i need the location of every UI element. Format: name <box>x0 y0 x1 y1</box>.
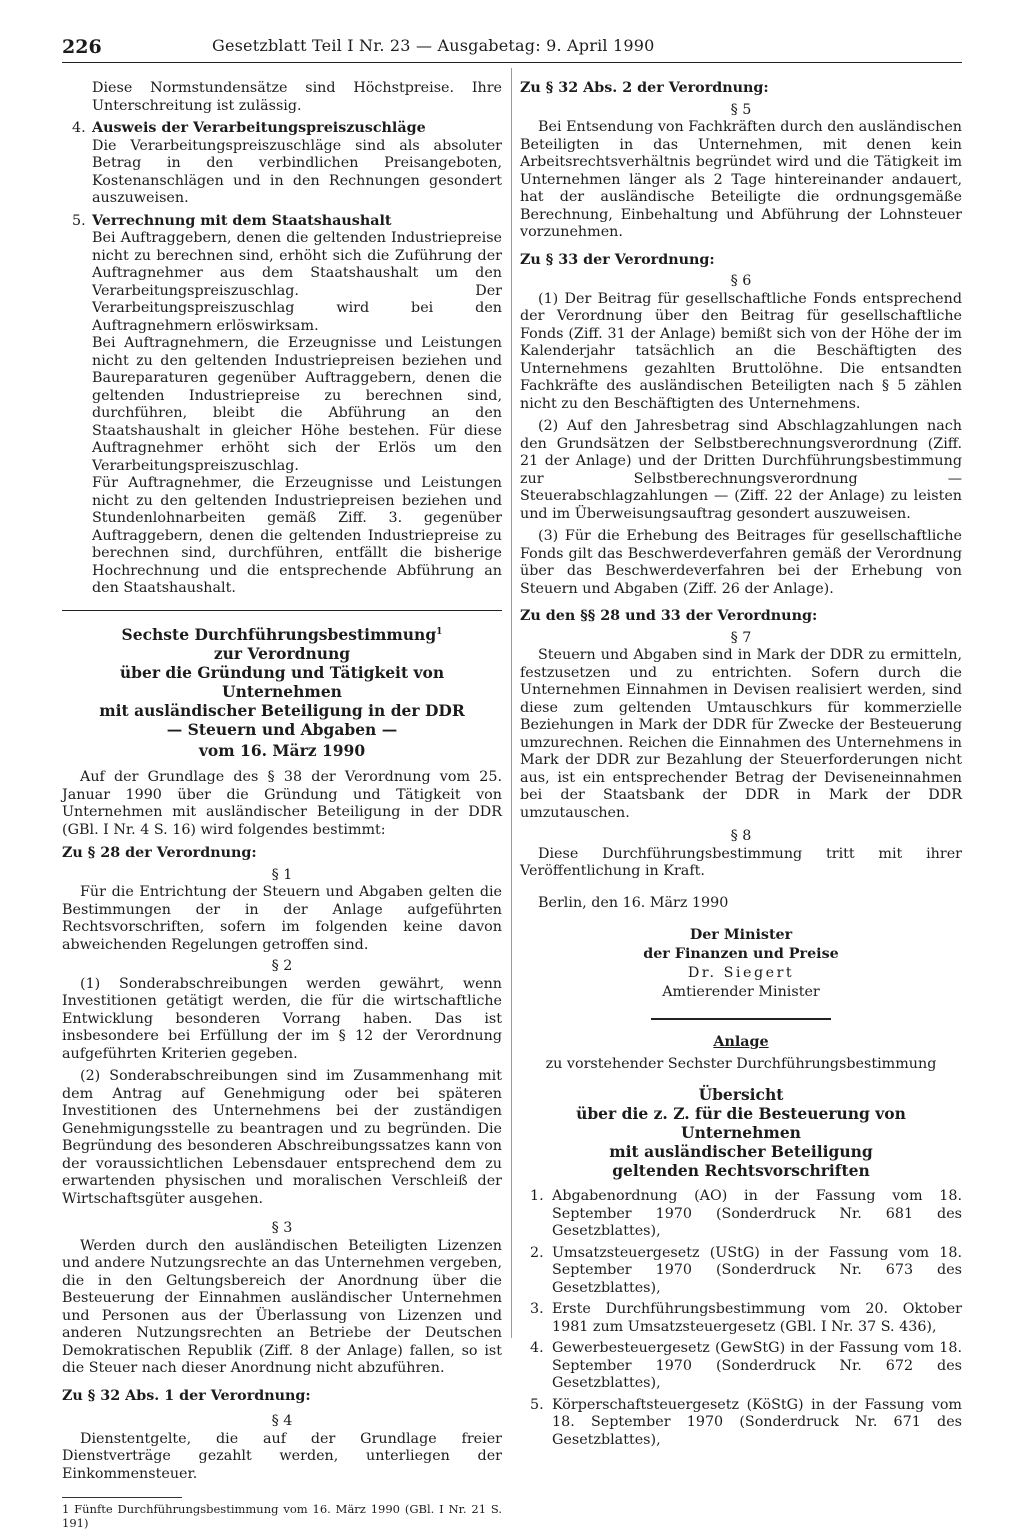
regulation-title <box>62 623 502 739</box>
list-item-number: 5. <box>530 1396 544 1413</box>
title-line-5: — Steuern und Abgaben — <box>166 719 398 739</box>
item-5-text-1: Bei Auftraggebern, denen die geltenden Industriepreise nicht zu berechnen sind, erhöht sich die Zuführung der Auftragnehmer aus dem Staatshaushalt um den Verarbeitungspreiszuschlag. Der Verarbeitungspreiszuschlag wird bei den Auftragnehmern erlöswirksam. <box>92 230 502 334</box>
section-6-para-1: (1) Der Beitrag für gesellschaftliche Fonds entsprechend der Verordnung über den Beitrag für gesellschaftliche Fonds (Ziff. 31 der Anlage) bemißt sich von der Höhe der im Kalenderjahr tatsächlich an die Beschäftigten des Unternehmens gezahlten Bruttolöhne. Die entsandten Fachkräfte des ausländischen Beteiligten nach § 5 zählen nicht zu den Beschäftigten des Unternehmens. <box>520 290 962 412</box>
page-header <box>62 36 962 63</box>
item-5 <box>62 213 502 598</box>
overview-line-1: Übersicht <box>698 1085 784 1104</box>
heading-zu-28-33: Zu den §§ 28 und 33 der Verordnung: <box>520 608 818 624</box>
list-item <box>520 1397 962 1450</box>
title-line-1: Sechste Durchführungsbestimmung <box>121 624 437 644</box>
section-4-text: Dienstentgelte, die auf der Grundlage freier Dienstverträge gezahlt werden, unterliegen der Einkommensteuer. <box>62 1430 502 1482</box>
preamble: Auf der Grundlage des § 38 der Verordnung vom 25. Januar 1990 über die Gründung und Tätigkeit von Unternehmen mit ausländischer Beteiligung in der DDR (GBl. I Nr. 4 S. 16) wird folgendes bestimmt: <box>62 769 502 838</box>
list-item-number: 3. <box>530 1301 544 1317</box>
section-5-heading: § 5 <box>730 101 752 118</box>
heading-zu-33: Zu § 33 der Verordnung: <box>520 251 715 268</box>
section-3-text: Werden durch den ausländischen Beteiligten Lizenzen und andere Nutzungsrechte an das Unternehmen vergeben, die in den Geltungsbereich der Anordnung über die Besteuerung der Einnahmen ausländischer Unternehmen und Personen aus der Überlassung von Lizenzen und anderen Nutzungsrechten an Betriebe der Deutschen Demokratischen Republik (Ziff. 8 der Anlage) fallen, so ist die Steuer nach dieser Anordnung nicht abzuführen. <box>62 1237 502 1377</box>
section-1-heading: § 1 <box>271 866 293 883</box>
heading-zu-32-1: Zu § 32 Abs. 1 der Verordnung: <box>62 1387 311 1404</box>
anlage-subtitle: zu vorstehender Sechster Durchführungsbestimmung <box>545 1055 937 1072</box>
list-item-number: 1. <box>530 1188 544 1204</box>
signature-role: Amtierender Minister <box>662 984 820 1000</box>
footnote-rule <box>62 1497 182 1498</box>
list-item <box>520 1340 962 1393</box>
section-2-para-1: (1) Sonderabschreibungen werden gewährt, wenn Investitionen getätigt werden, die für die wirtschaftliche Entwicklung besonderen Vorrang haben. Das ist insbesondere bei Erfüllung der im § 12 der Verordnung aufgeführten Kriterien gegeben. <box>62 975 502 1062</box>
signature-line-2: der Finanzen und Preise <box>643 946 839 962</box>
item-4-text: Die Verarbeitungspreiszuschläge sind als absoluter Betrag in den verbindlichen Preisangeboten, Kostenanschlägen und in den Rechnungen gesondert auszuweisen. <box>92 137 502 206</box>
list-item-number: 4. <box>530 1340 544 1356</box>
header-title: Gesetzblatt Teil I Nr. 23 — Ausgabetag: 9. April 1990 <box>212 36 655 55</box>
section-4-heading: § 4 <box>271 1413 293 1430</box>
overview-line-4: geltenden Rechtsvorschriften <box>612 1161 870 1180</box>
list-item-number: 2. <box>530 1244 544 1261</box>
section-6-heading: § 6 <box>730 273 752 289</box>
list-item-text: Erste Durchführungsbestimmung vom 20. Oktober 1981 zum Umsatzsteuergesetz (GBl. I Nr. 37 S. 436), <box>552 1301 962 1335</box>
heading-zu-28: Zu § 28 der Verordnung: <box>62 845 257 862</box>
list-item <box>520 1188 962 1241</box>
section-6-para-3: (3) Für die Erhebung des Beitrages für gesellschaftliche Fonds gilt das Beschwerdeverfahren gemäß der Verordnung über das Beschwerdeverfahren bei der Erhebung von Steuern und Abgaben (Ziff. 26 der Anlage). <box>520 528 962 597</box>
list-item <box>520 1301 962 1336</box>
heading-zu-32-2: Zu § 32 Abs. 2 der Verordnung: <box>520 80 769 96</box>
section-1-text: Für die Entrichtung der Steuern und Abgaben gelten die Bestimmungen der in der Anlage aufgeführten Rechtsvorschriften, sofern im folgenden keine davon abweichenden Regelungen getroffen sind. <box>62 884 502 953</box>
section-7-text: Steuern und Abgaben sind in Mark der DDR zu ermitteln, festzusetzen und zu entrichten. Sofern durch die Unternehmen Einnahmen in Devisen realisiert werden, sind diese zum geltenden Umtauschkurs für kommerzielle Beziehungen in Mark der DDR für Zwecke der Besteuerung umzurechnen. Reichen die Einnahmen des Unternehmens in Mark der DDR zur Bezahlung der Steuerforderungen nicht aus, ist ein entsprechender Betrag der Deviseneinnahmen bei der Staatsbank der DDR in Mark der DDR umzutauschen. <box>520 647 962 821</box>
section-2-para-2: (2) Sonderabschreibungen sind im Zusammenhang mit dem Antrag auf Genehmigung oder bei späteren Investitionen des Unternehmens bei der zuständigen Genehmigungsstelle zu beantragen und zu begründen. Die Begründung des besonderen Abschreibungssatzes kann von der voraussichtlichen Lebensdauer entsprechend dem zu erwartenden physischen und moralischen Verschleiß der Wirtschaftsgüter ausgehen. <box>62 1068 502 1207</box>
list-item-text: Körperschaftsteuergesetz (KöStG) in der Fassung vom 18. September 1970 (Sonderdruck Nr. 671 des Gesetzblattes), <box>552 1396 962 1448</box>
item-4 <box>62 120 502 208</box>
signature-line-1: Der Minister <box>689 927 793 943</box>
section-2-heading: § 2 <box>271 958 293 975</box>
item-5-number: 5. <box>72 212 86 229</box>
list-item-text: Gewerbesteuergesetz (GewStG) in der Fassung vom 18. September 1970 (Sonderdruck Nr. 672 des Gesetzblattes), <box>552 1340 962 1391</box>
signature-block <box>520 926 962 1002</box>
list-item-text: Umsatzsteuergesetz (UStG) in der Fassung vom 18. September 1970 (Sonderdruck Nr. 673 des Gesetzblattes), <box>552 1244 962 1296</box>
page-number: 226 <box>62 36 102 58</box>
title-line-4: mit ausländischer Beteiligung in der DDR <box>99 700 465 720</box>
section-5-text: Bei Entsendung von Fachkräften durch den ausländischen Beteiligten in das Unternehmen, mit denen kein Arbeitsrechtsverhältnis begründet wird und die Tätigkeit im Unternehmen länger als 2 Tage hintereinander andauert, hat der ausländische Beteiligte die ordnungsgemäße Berechnung, Einbehaltung und Abführung der Lohnsteuer vorzunehmen. <box>520 119 962 240</box>
item-5-text-3: Für Auftragnehmer, die Erzeugnisse und Leistungen nicht zu den geltenden Industriepreisen beziehen und Stundenlohnarbeiten gemäß Ziff. 3. gegenüber Auftraggebern, denen die geltenden Industriepreise zu berechnen sind, durchführen, entfällt die bisherige Hochrechnung und die entsprechende Abführung an den Staatshaushalt. <box>92 475 502 596</box>
footnote-mark: 1 <box>436 626 443 637</box>
signature-name: Dr. Siegert <box>687 965 795 981</box>
regulation-date: vom 16. März 1990 <box>198 740 366 760</box>
item-5-text-2: Bei Auftragnehmern, die Erzeugnisse und Leistungen nicht zu den geltenden Industriepreisen beziehen und Baureparaturen gegenüber Auftraggebern, denen die geltenden Industriepreise zu berechnen sind, durchführen, bleibt die Abführung an den Staatshaushalt in gleicher Höhe bestehen. Für diese Auftragnehmer erhöht sich der Erlös um den Verarbeitungspreiszuschlag. <box>92 335 502 474</box>
section-8-heading: § 8 <box>730 828 752 844</box>
item-4-number: 4. <box>72 120 86 136</box>
section-6-para-2: (2) Auf den Jahresbetrag sind Abschlagzahlungen nach den Grundsätzen der Selbstberechnungsverordnung (Ziff. 21 der Anlage) und der Dritten Durchführungsbestimmung zur Selbstberechnungsverordnung — Steuerabschlagzahlungen — (Ziff. 22 der Anlage) zu leisten und im Überweisungsauftrag gesondert auszuweisen. <box>520 418 962 522</box>
item-4-title: Ausweis der Verarbeitungspreiszuschläge <box>92 120 426 136</box>
list-item <box>520 1245 962 1298</box>
right-column <box>520 80 962 1449</box>
overview-line-3: mit ausländischer Beteiligung <box>609 1142 873 1161</box>
list-item-text: Abgabenordnung (AO) in der Fassung vom 18. September 1970 (Sonderdruck Nr. 681 des Gesetzblattes), <box>552 1188 962 1239</box>
section-7-heading: § 7 <box>730 629 752 646</box>
overview-title <box>520 1085 962 1180</box>
regulation-list <box>520 1188 962 1449</box>
anlage-rule <box>651 1018 831 1020</box>
section-3-heading: § 3 <box>271 1220 293 1237</box>
section-rule <box>62 610 502 611</box>
place-date: Berlin, den 16. März 1990 <box>538 894 729 911</box>
column-divider <box>511 68 512 1338</box>
overview-line-2: über die z. Z. für die Besteuerung von Unternehmen <box>576 1104 906 1142</box>
title-line-3: über die Gründung und Tätigkeit von Unternehmen <box>119 662 445 701</box>
section-8-text: Diese Durchführungsbestimmung tritt mit ihrer Veröffentlichung in Kraft. <box>520 845 962 879</box>
left-column <box>62 80 502 1530</box>
intro-text: Diese Normstundensätze sind Höchstpreise. Ihre Unterschreitung ist zulässig. <box>92 80 502 114</box>
title-line-2: zur Verordnung <box>213 643 351 663</box>
anlage-heading: Anlage <box>713 1034 769 1050</box>
item-5-title: Verrechnung mit dem Staatshaushalt <box>92 212 392 229</box>
footnote: 1 Fünfte Durchführungsbestimmung vom 16. März 1990 (GBl. I Nr. 21 S. 191) <box>62 1502 502 1530</box>
